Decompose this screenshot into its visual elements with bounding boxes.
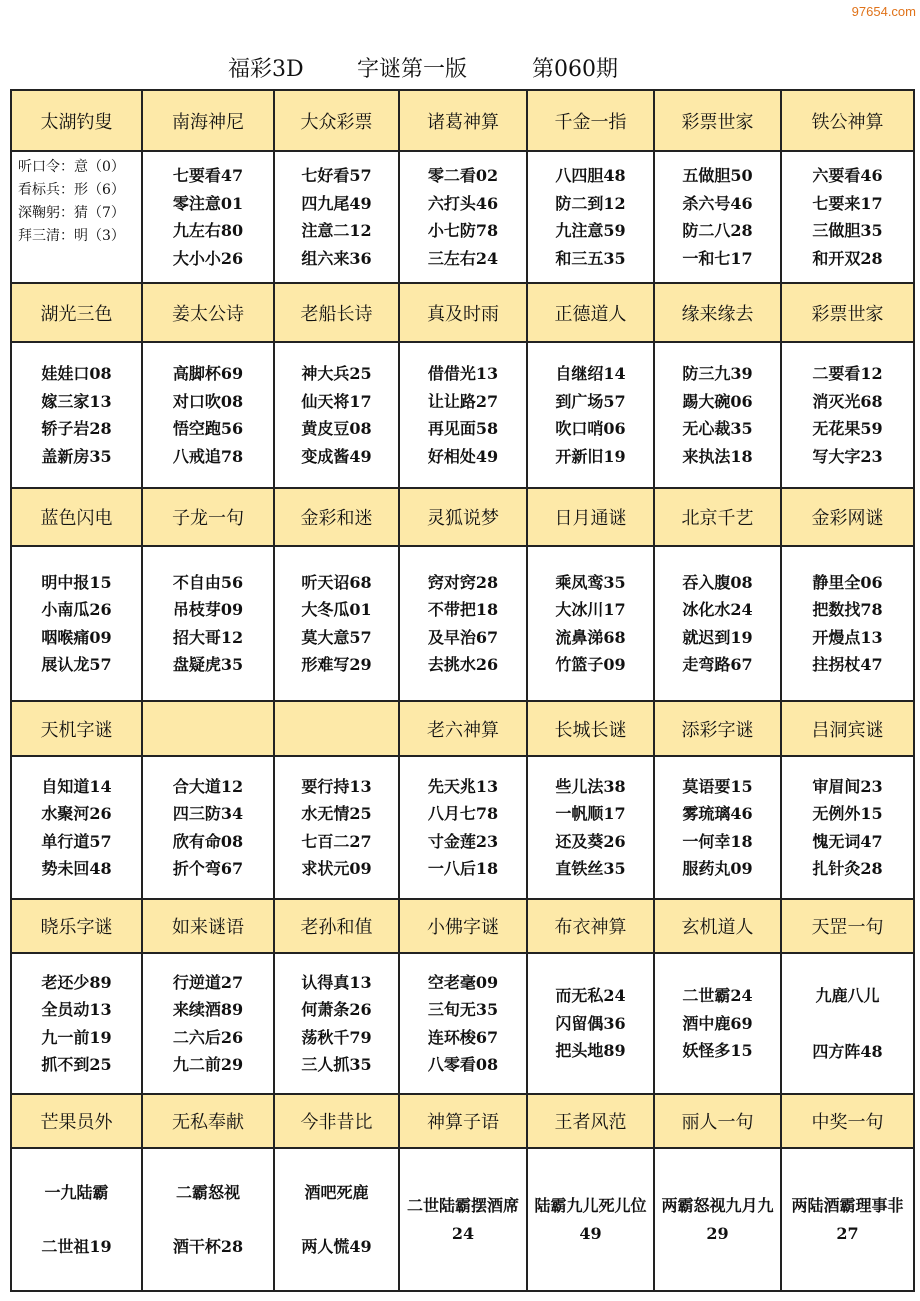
riddle-line: 静里全06 bbox=[812, 572, 883, 592]
riddle-line: 九一前19 bbox=[41, 1027, 112, 1047]
riddle-line: 窍对窍28 bbox=[427, 572, 499, 592]
riddle-line: 审眉间23 bbox=[812, 776, 883, 796]
column-title: 老六神算 bbox=[399, 701, 527, 756]
column-title: 神算子语 bbox=[399, 1094, 527, 1148]
riddle-line: 两陆酒霸理事非27 bbox=[791, 1196, 904, 1243]
riddle-line: 愧无词47 bbox=[812, 831, 883, 851]
column-title: 王者风范 bbox=[527, 1094, 654, 1148]
column-title: 真及时雨 bbox=[399, 283, 527, 342]
column-title: 太湖钓叟 bbox=[11, 90, 142, 151]
riddle-line: 大冬瓜01 bbox=[301, 600, 372, 619]
riddle-line: 单行道57 bbox=[41, 831, 112, 851]
riddle-line: 荡秋千79 bbox=[301, 1027, 372, 1047]
riddle-line: 拜三清：明（3） bbox=[18, 228, 125, 244]
riddle-line: 雾琉璃46 bbox=[682, 804, 753, 823]
riddle-line: 注意二12 bbox=[301, 221, 372, 240]
riddle-line: 二世祖19 bbox=[41, 1237, 112, 1256]
riddle-line: 仙天将17 bbox=[301, 391, 372, 411]
riddle-line: 九二前29 bbox=[172, 1055, 244, 1074]
riddle-line: 盘疑虎35 bbox=[172, 655, 244, 674]
riddle-line: 听天诏68 bbox=[301, 572, 372, 592]
riddle-line: 七好看57 bbox=[301, 166, 372, 185]
riddle-line: 八零看08 bbox=[427, 1055, 499, 1074]
riddle-line: 自知道14 bbox=[41, 776, 112, 796]
riddle-line: 势未回48 bbox=[41, 859, 112, 878]
riddle-line: 高脚杯69 bbox=[172, 364, 244, 383]
riddle-cell bbox=[11, 756, 142, 899]
riddle-line: 大冰川17 bbox=[555, 600, 626, 619]
column-title: 吕洞宾谜 bbox=[781, 701, 914, 756]
riddle-line: 求状元09 bbox=[301, 859, 372, 878]
riddle-line: 写大字23 bbox=[812, 446, 883, 466]
riddle-line: 三左右24 bbox=[427, 248, 499, 268]
riddle-line: 九鹿八儿 bbox=[815, 986, 880, 1005]
riddle-line: 乘凤鸾35 bbox=[555, 572, 626, 592]
column-title bbox=[142, 701, 274, 756]
riddle-line: 让让路27 bbox=[427, 391, 499, 411]
column-title: 老船长诗 bbox=[274, 283, 399, 342]
riddle-line: 连环梭67 bbox=[427, 1027, 499, 1047]
riddle-line: 神大兵25 bbox=[301, 364, 372, 383]
riddle-row bbox=[11, 151, 914, 283]
column-title: 缘来缘去 bbox=[654, 283, 781, 342]
riddle-line: 及早治67 bbox=[427, 627, 499, 647]
riddle-cell bbox=[399, 342, 527, 488]
riddle-line: 全员动13 bbox=[41, 1000, 112, 1019]
riddle-line: 娃娃口08 bbox=[41, 364, 112, 383]
riddle-line: 四方阵48 bbox=[812, 1041, 883, 1061]
riddle-line: 防三九39 bbox=[682, 364, 753, 383]
riddle-line: 轿子岩28 bbox=[41, 419, 112, 438]
riddle-cell bbox=[142, 1148, 274, 1291]
riddle-cell bbox=[527, 151, 654, 283]
riddle-line: 先天兆13 bbox=[427, 776, 499, 796]
riddle-line: 二六后26 bbox=[172, 1027, 244, 1047]
column-title: 芒果员外 bbox=[11, 1094, 142, 1148]
riddle-line: 自继绍14 bbox=[555, 364, 626, 383]
riddle-line: 把头地89 bbox=[555, 1041, 626, 1061]
riddle-cell bbox=[399, 953, 527, 1094]
riddle-line: 开熳点13 bbox=[812, 627, 883, 647]
riddle-cell bbox=[527, 953, 654, 1094]
riddle-cell bbox=[527, 342, 654, 488]
riddle-line: 吊枝芽09 bbox=[172, 600, 244, 619]
riddle-line: 组六来36 bbox=[301, 248, 372, 268]
riddle-row bbox=[11, 1148, 914, 1291]
riddle-line: 七要来17 bbox=[812, 193, 883, 213]
riddle-line: 吹口哨06 bbox=[555, 419, 626, 438]
riddle-line: 何萧条26 bbox=[301, 1000, 372, 1019]
riddle-line: 要行持13 bbox=[301, 776, 372, 796]
riddle-cell bbox=[274, 151, 399, 283]
column-title: 千金一指 bbox=[527, 90, 654, 151]
riddle-cell bbox=[527, 756, 654, 899]
column-title: 灵狐说梦 bbox=[399, 488, 527, 546]
riddle-line: 防二到12 bbox=[555, 193, 626, 213]
riddle-line: 展认龙57 bbox=[41, 655, 112, 674]
riddle-line: 服药丸09 bbox=[682, 859, 753, 878]
riddle-line: 嫁三家13 bbox=[41, 391, 112, 411]
riddle-line: 去挑水26 bbox=[427, 655, 499, 674]
riddle-line: 抓不到25 bbox=[41, 1055, 112, 1074]
riddle-line: 水无情25 bbox=[301, 804, 372, 823]
riddle-line: 流鼻涕68 bbox=[555, 627, 626, 647]
riddle-line: 变成酱49 bbox=[301, 446, 372, 466]
riddle-line: 酒吧死鹿 bbox=[304, 1182, 369, 1202]
lottery-name: 福彩3D bbox=[228, 57, 304, 82]
riddle-line: 五做胆50 bbox=[682, 166, 753, 185]
header-row bbox=[11, 90, 914, 151]
column-title: 蓝色闪电 bbox=[11, 488, 142, 546]
riddle-line: 零二看02 bbox=[427, 166, 499, 185]
riddle-line: 寸金莲23 bbox=[427, 831, 499, 851]
riddle-line: 一八后18 bbox=[427, 859, 499, 878]
riddle-line: 陆霸九儿死儿位49 bbox=[534, 1196, 647, 1243]
riddle-cell bbox=[399, 1148, 527, 1291]
column-title bbox=[274, 701, 399, 756]
riddle-cell bbox=[274, 1148, 399, 1291]
riddle-line: 无心裁35 bbox=[682, 419, 753, 438]
column-title: 晓乐字谜 bbox=[11, 899, 142, 953]
issue-number: 第060期 bbox=[532, 57, 618, 82]
riddle-row bbox=[11, 953, 914, 1094]
riddle-row bbox=[11, 546, 914, 701]
riddle-line: 妖怪多15 bbox=[682, 1041, 753, 1061]
column-title: 日月通谜 bbox=[527, 488, 654, 546]
column-title: 北京千艺 bbox=[654, 488, 781, 546]
riddle-line: 折个弯67 bbox=[172, 859, 244, 878]
site-watermark: 97654.com bbox=[851, 4, 916, 19]
riddle-line: 招大哥12 bbox=[172, 627, 244, 647]
riddle-line: 不带把18 bbox=[427, 600, 499, 619]
riddle-cell bbox=[11, 151, 142, 283]
riddle-line: 酒干杯28 bbox=[172, 1237, 244, 1256]
riddle-line: 无花果59 bbox=[812, 419, 883, 438]
column-title: 中奖一句 bbox=[781, 1094, 914, 1148]
riddle-line: 七百二27 bbox=[301, 831, 372, 851]
column-title: 今非昔比 bbox=[274, 1094, 399, 1148]
riddle-line: 大小小26 bbox=[172, 248, 244, 268]
column-title: 天罡一句 bbox=[781, 899, 914, 953]
riddle-line: 对口吹08 bbox=[172, 391, 244, 411]
riddle-line: 老还少89 bbox=[41, 972, 112, 992]
riddle-line: 消灭光68 bbox=[812, 391, 883, 411]
riddle-line: 合大道12 bbox=[172, 776, 244, 796]
column-title: 长城长谜 bbox=[527, 701, 654, 756]
riddle-line: 就迟到19 bbox=[682, 627, 753, 647]
riddle-line: 走弯路67 bbox=[682, 655, 753, 674]
column-title: 南海神尼 bbox=[142, 90, 274, 151]
riddle-cell bbox=[11, 953, 142, 1094]
column-title: 丽人一句 bbox=[654, 1094, 781, 1148]
riddle-line: 七要看47 bbox=[172, 166, 244, 185]
riddle-cell bbox=[274, 953, 399, 1094]
riddle-cell bbox=[142, 151, 274, 283]
column-title: 天机字谜 bbox=[11, 701, 142, 756]
riddle-cell bbox=[654, 342, 781, 488]
header-row bbox=[11, 283, 914, 342]
riddle-line: 拄拐杖47 bbox=[812, 655, 883, 674]
riddle-line: 明中报15 bbox=[41, 572, 112, 592]
riddle-line: 深鞠躬：猜（7） bbox=[18, 205, 125, 221]
page-title bbox=[0, 52, 920, 88]
riddle-line: 黄皮豆08 bbox=[301, 419, 372, 438]
column-title: 大众彩票 bbox=[274, 90, 399, 151]
riddle-line: 二要看12 bbox=[812, 364, 883, 383]
riddle-line: 防二八28 bbox=[682, 221, 753, 240]
column-title: 正德道人 bbox=[527, 283, 654, 342]
riddle-line: 把数找78 bbox=[812, 600, 883, 619]
riddle-line: 行逆道27 bbox=[172, 972, 244, 992]
riddle-cell bbox=[11, 546, 142, 701]
riddle-cell bbox=[11, 1148, 142, 1291]
riddle-line: 到广场57 bbox=[555, 391, 626, 411]
riddle-line: 来执法18 bbox=[682, 446, 753, 466]
riddle-row bbox=[11, 756, 914, 899]
riddle-cell bbox=[654, 546, 781, 701]
riddle-line: 咽喉痛09 bbox=[41, 627, 112, 647]
riddle-line: 不自由56 bbox=[172, 572, 244, 592]
riddle-line: 二世霸24 bbox=[682, 986, 753, 1006]
column-title: 彩票世家 bbox=[654, 90, 781, 151]
riddle-line: 欣有命08 bbox=[172, 831, 244, 851]
riddle-line: 吞入腹08 bbox=[682, 572, 753, 592]
edition-name: 字谜第一版 bbox=[357, 57, 468, 82]
riddle-cell bbox=[142, 953, 274, 1094]
riddle-line: 九注意59 bbox=[555, 221, 626, 240]
column-title: 添彩字谜 bbox=[654, 701, 781, 756]
riddle-line: 些儿法38 bbox=[555, 776, 626, 796]
riddle-line: 一和七17 bbox=[682, 248, 753, 268]
riddle-line: 零注意01 bbox=[172, 193, 244, 213]
riddle-line: 借借光13 bbox=[427, 364, 499, 383]
header-row bbox=[11, 701, 914, 756]
riddle-line: 好相处49 bbox=[427, 446, 499, 466]
riddle-line: 八月七78 bbox=[427, 804, 499, 823]
riddle-line: 两霸怒视九月九29 bbox=[661, 1196, 774, 1243]
riddle-cell bbox=[654, 756, 781, 899]
riddle-line: 莫大意57 bbox=[301, 627, 372, 647]
riddle-line: 听口令：意（0） bbox=[18, 159, 125, 175]
riddle-line: 酒中鹿69 bbox=[682, 1013, 753, 1033]
riddle-line: 竹篮子09 bbox=[555, 655, 626, 674]
riddle-cell bbox=[399, 546, 527, 701]
riddle-line: 小七防78 bbox=[427, 221, 499, 240]
riddle-cell bbox=[527, 1148, 654, 1291]
riddle-line: 一九陆霸 bbox=[44, 1182, 109, 1202]
riddle-cell bbox=[399, 756, 527, 899]
riddle-line: 踢大碗06 bbox=[682, 391, 753, 411]
riddle-cell bbox=[781, 342, 914, 488]
riddle-line: 还及葵26 bbox=[555, 831, 626, 851]
riddle-line: 三做胆35 bbox=[812, 221, 883, 240]
column-title: 小佛字谜 bbox=[399, 899, 527, 953]
riddle-cell bbox=[781, 953, 914, 1094]
riddle-cell bbox=[142, 756, 274, 899]
column-title: 布衣神算 bbox=[527, 899, 654, 953]
riddle-cell bbox=[654, 1148, 781, 1291]
riddle-line: 九左右80 bbox=[172, 221, 244, 240]
riddle-line: 扎针灸28 bbox=[812, 859, 883, 878]
riddle-line: 再见面58 bbox=[427, 419, 499, 438]
column-title: 老孙和值 bbox=[274, 899, 399, 953]
riddle-cell bbox=[274, 756, 399, 899]
riddle-line: 直铁丝35 bbox=[555, 859, 626, 878]
column-title: 彩票世家 bbox=[781, 283, 914, 342]
riddle-cell bbox=[142, 342, 274, 488]
header-row bbox=[11, 1094, 914, 1148]
riddle-line: 冰化水24 bbox=[682, 600, 753, 619]
riddle-line: 八戒追78 bbox=[172, 446, 244, 466]
riddle-line: 二霸怒视 bbox=[175, 1182, 240, 1202]
riddle-line: 形难写29 bbox=[301, 655, 372, 674]
riddle-cell bbox=[781, 756, 914, 899]
riddle-line: 一何幸18 bbox=[682, 831, 753, 851]
riddle-line: 无例外15 bbox=[812, 804, 883, 823]
riddle-line: 悟空跑56 bbox=[172, 419, 244, 438]
riddle-cell bbox=[274, 546, 399, 701]
riddle-line: 水聚河26 bbox=[41, 804, 112, 823]
riddle-line: 二世陆霸摆酒席24 bbox=[406, 1196, 519, 1243]
riddle-line: 杀六号46 bbox=[682, 193, 753, 213]
riddle-cell bbox=[781, 1148, 914, 1291]
riddle-cell bbox=[527, 546, 654, 701]
column-title: 铁公神算 bbox=[781, 90, 914, 151]
riddle-cell bbox=[274, 342, 399, 488]
riddle-line: 八四胆48 bbox=[555, 166, 626, 185]
riddle-cell bbox=[11, 342, 142, 488]
column-title: 金彩和迷 bbox=[274, 488, 399, 546]
riddle-cell bbox=[142, 546, 274, 701]
riddle-line: 三人抓35 bbox=[301, 1055, 372, 1074]
riddle-line: 小南瓜26 bbox=[41, 600, 112, 619]
column-title: 玄机道人 bbox=[654, 899, 781, 953]
riddle-line: 空老毫09 bbox=[427, 972, 499, 992]
riddle-line: 六打头46 bbox=[427, 193, 499, 213]
riddle-grid bbox=[10, 89, 915, 1292]
riddle-cell bbox=[654, 151, 781, 283]
riddle-line: 和开双28 bbox=[812, 248, 883, 268]
column-title: 诸葛神算 bbox=[399, 90, 527, 151]
riddle-line: 一帆顺17 bbox=[555, 804, 626, 823]
header-row bbox=[11, 899, 914, 953]
riddle-line: 看标兵：形（6） bbox=[18, 182, 125, 198]
riddle-line: 来续酒89 bbox=[172, 1000, 244, 1019]
column-title: 无私奉献 bbox=[142, 1094, 274, 1148]
riddle-line: 两人慌49 bbox=[301, 1237, 372, 1256]
riddle-row bbox=[11, 342, 914, 488]
column-title: 湖光三色 bbox=[11, 283, 142, 342]
riddle-line: 四九尾49 bbox=[301, 193, 372, 213]
riddle-line: 而无私24 bbox=[555, 986, 626, 1006]
riddle-line: 认得真13 bbox=[301, 972, 372, 992]
column-title: 如来谜语 bbox=[142, 899, 274, 953]
riddle-line: 六要看46 bbox=[812, 166, 883, 185]
header-row bbox=[11, 488, 914, 546]
riddle-cell bbox=[781, 151, 914, 283]
riddle-line: 闪留偶36 bbox=[555, 1013, 626, 1033]
column-title: 金彩网谜 bbox=[781, 488, 914, 546]
riddle-line: 三旬无35 bbox=[427, 1000, 499, 1019]
column-title: 姜太公诗 bbox=[142, 283, 274, 342]
riddle-cell bbox=[654, 953, 781, 1094]
riddle-line: 开新旧19 bbox=[555, 446, 626, 466]
column-title: 子龙一句 bbox=[142, 488, 274, 546]
riddle-line: 和三五35 bbox=[555, 248, 626, 268]
riddle-line: 四三防34 bbox=[172, 804, 244, 823]
riddle-cell bbox=[781, 546, 914, 701]
riddle-cell bbox=[399, 151, 527, 283]
riddle-line: 盖新房35 bbox=[41, 446, 112, 466]
riddle-line: 莫语要15 bbox=[682, 776, 753, 796]
